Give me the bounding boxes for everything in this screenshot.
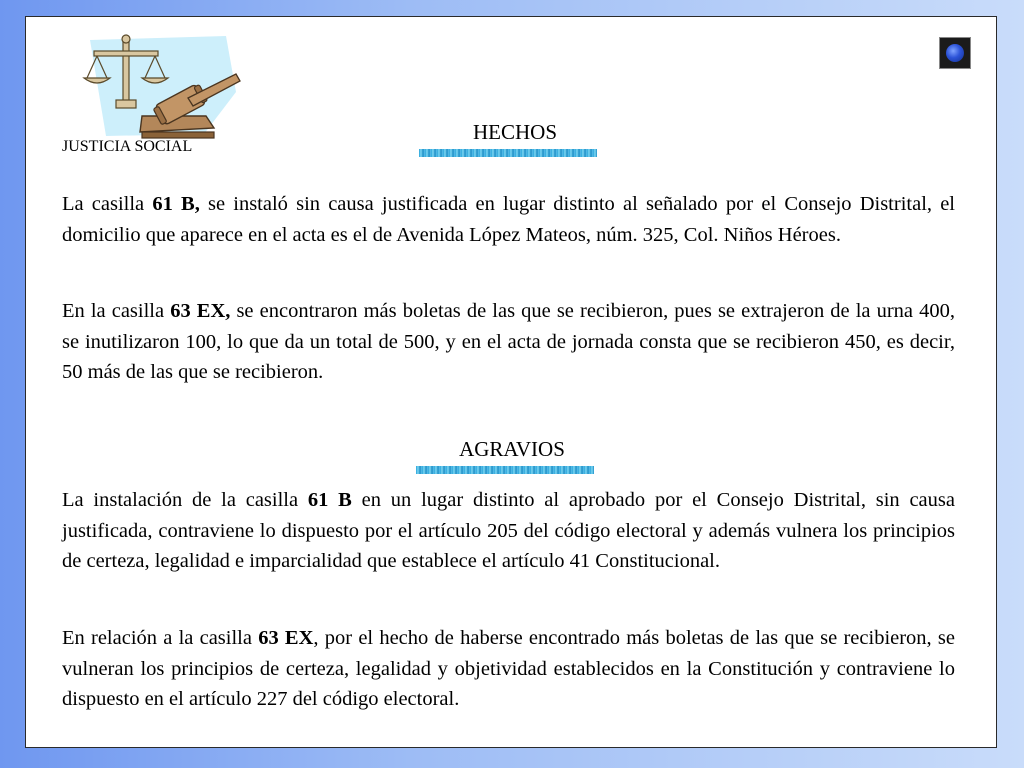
- globe-dot: [946, 44, 964, 62]
- hechos-paragraph-1: La casilla 61 B, se instaló sin causa justificada en lugar distinto al señalado por el Consejo Distrital, el domicilio que aparece en el acta es el de Avenida López Mateos, núm. 325, Col. Niños Héroes.: [62, 193, 955, 246]
- agravios-paragraph-1: La instalación de la casilla 61 B en un lugar distinto al aprobado por el Consejo Distrital, sin causa justificada, contraviene lo dispuesto por el artículo 205 del código electoral y además vulnera los principios de certeza, legalidad e imparcialidad que establece el artículo 41 Constitucional.: [62, 489, 955, 572]
- agravios-paragraph-2: En relación a la casilla 63 EX, por el hecho de haberse encontrado más boletas de las que se recibieron, se vulneran los principios de certeza, legalidad y objetividad establecidos en la Constitución y contraviene lo dispuesto en el artículo 227 del código electoral.: [62, 627, 955, 710]
- agravios-title: AGRAVIOS: [459, 437, 565, 461]
- logo-caption: JUSTICIA SOCIAL: [62, 138, 193, 155]
- hechos-paragraph-2: En la casilla 63 EX, se encontraron más boletas de las que se recibieron, pues se extrajeron de la urna 400, se inutilizaron 100, lo que da un total de 500, y en el acta de jornada consta que se recibieron 450, es decir, 50 más de las que se recibieron.: [62, 300, 955, 383]
- agravios-underline: [416, 466, 594, 474]
- slide: [25, 16, 997, 748]
- justice-scales-gavel-icon: [76, 32, 256, 142]
- hechos-title: HECHOS: [472, 120, 557, 144]
- blue-globe-icon[interactable]: [939, 37, 971, 69]
- hechos-underline: [419, 149, 597, 157]
